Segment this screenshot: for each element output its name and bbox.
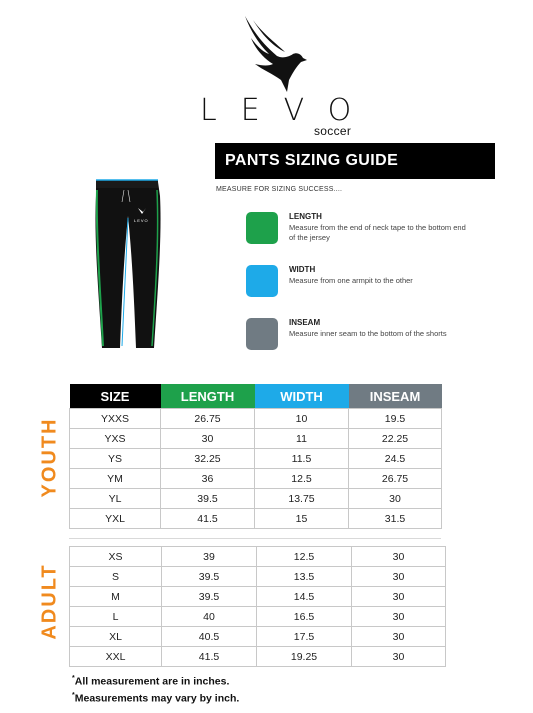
cell: 40.5: [162, 627, 257, 647]
youth-label: YOUTH: [38, 417, 61, 498]
table-row: [70, 509, 442, 529]
brand-name: LEVO: [200, 93, 376, 128]
note-item: *All measurement are in inches.: [72, 675, 230, 688]
table-row: [70, 449, 442, 469]
cell: 41.5: [161, 509, 255, 529]
table-row: [70, 469, 442, 489]
cell: 13.75: [255, 489, 349, 509]
cell: 12.5: [255, 469, 349, 489]
cell: XS: [70, 547, 162, 567]
cell: YXL: [70, 509, 161, 529]
legend-desc: Measure from the end of neck tape to the bottom end of the jersey: [289, 223, 466, 242]
cell: S: [70, 567, 162, 587]
cell: 30: [352, 607, 446, 627]
table-divider: [69, 538, 441, 539]
cell: 10: [255, 409, 349, 429]
cell: 40: [162, 607, 257, 627]
legend-title: INSEAM: [289, 318, 321, 327]
cell: 16.5: [257, 607, 352, 627]
table-row: [70, 607, 446, 627]
cell: XL: [70, 627, 162, 647]
table-row: [70, 567, 446, 587]
table-row: [70, 587, 446, 607]
cell: 26.75: [349, 469, 442, 489]
cell: 11.5: [255, 449, 349, 469]
header-length: LENGTH: [161, 384, 255, 409]
cell: 11: [255, 429, 349, 449]
cell: 32.25: [161, 449, 255, 469]
cell: 39.5: [161, 489, 255, 509]
cell: 31.5: [349, 509, 442, 529]
legend-title: WIDTH: [289, 265, 316, 274]
cell: 39: [162, 547, 257, 567]
cell: 30: [352, 587, 446, 607]
legend-desc: Measure inner seam to the bottom of the shorts: [289, 329, 447, 338]
cell: XXL: [70, 647, 162, 667]
cell: 30: [352, 647, 446, 667]
cell: 30: [352, 627, 446, 647]
cell: 14.5: [257, 587, 352, 607]
adult-label: ADULT: [38, 563, 61, 640]
cell: 15: [255, 509, 349, 529]
legend-title: LENGTH: [289, 212, 322, 221]
pants-logo-text: LEVO: [134, 218, 149, 223]
header-size: SIZE: [70, 384, 161, 409]
cell: 12.5: [257, 547, 352, 567]
cell: 17.5: [257, 627, 352, 647]
header-inseam: INSEAM: [349, 384, 442, 409]
brand-sub: soccer: [314, 124, 352, 138]
adult-size-table: [69, 546, 446, 667]
cell: L: [70, 607, 162, 627]
cell: 22.25: [349, 429, 442, 449]
cell: YL: [70, 489, 161, 509]
page-title: PANTS SIZING GUIDE: [215, 143, 495, 179]
note-item: *Measurements may vary by inch.: [72, 691, 240, 704]
cell: 13.5: [257, 567, 352, 587]
cell: 39.5: [162, 567, 257, 587]
cell: 41.5: [162, 647, 257, 667]
cell: 19.25: [257, 647, 352, 667]
cell: 30: [349, 489, 442, 509]
table-row: [70, 547, 446, 567]
length-swatch: [246, 212, 278, 244]
table-row: [70, 489, 442, 509]
cell: 30: [352, 547, 446, 567]
width-swatch: [246, 265, 278, 297]
measure-tip: MEASURE FOR SIZING SUCCESS....: [216, 186, 343, 193]
table-row: [70, 647, 446, 667]
table-row: [70, 409, 442, 429]
cell: 19.5: [349, 409, 442, 429]
cell: 30: [161, 429, 255, 449]
cell: 36: [161, 469, 255, 489]
cell: 30: [352, 567, 446, 587]
inseam-swatch: [246, 318, 278, 350]
cell: 24.5: [349, 449, 442, 469]
cell: YXXS: [70, 409, 161, 429]
pants-illustration: [88, 176, 168, 356]
youth-size-table: [69, 384, 442, 529]
eagle-logo-icon: [233, 14, 313, 94]
cell: 39.5: [162, 587, 257, 607]
notes: [72, 672, 239, 705]
table-row: [70, 627, 446, 647]
cell: YXS: [70, 429, 161, 449]
cell: YM: [70, 469, 161, 489]
header-width: WIDTH: [255, 384, 349, 409]
legend-desc: Measure from one armpit to the other: [289, 276, 413, 285]
table-row: [70, 429, 442, 449]
cell: YS: [70, 449, 161, 469]
cell: M: [70, 587, 162, 607]
cell: 26.75: [161, 409, 255, 429]
